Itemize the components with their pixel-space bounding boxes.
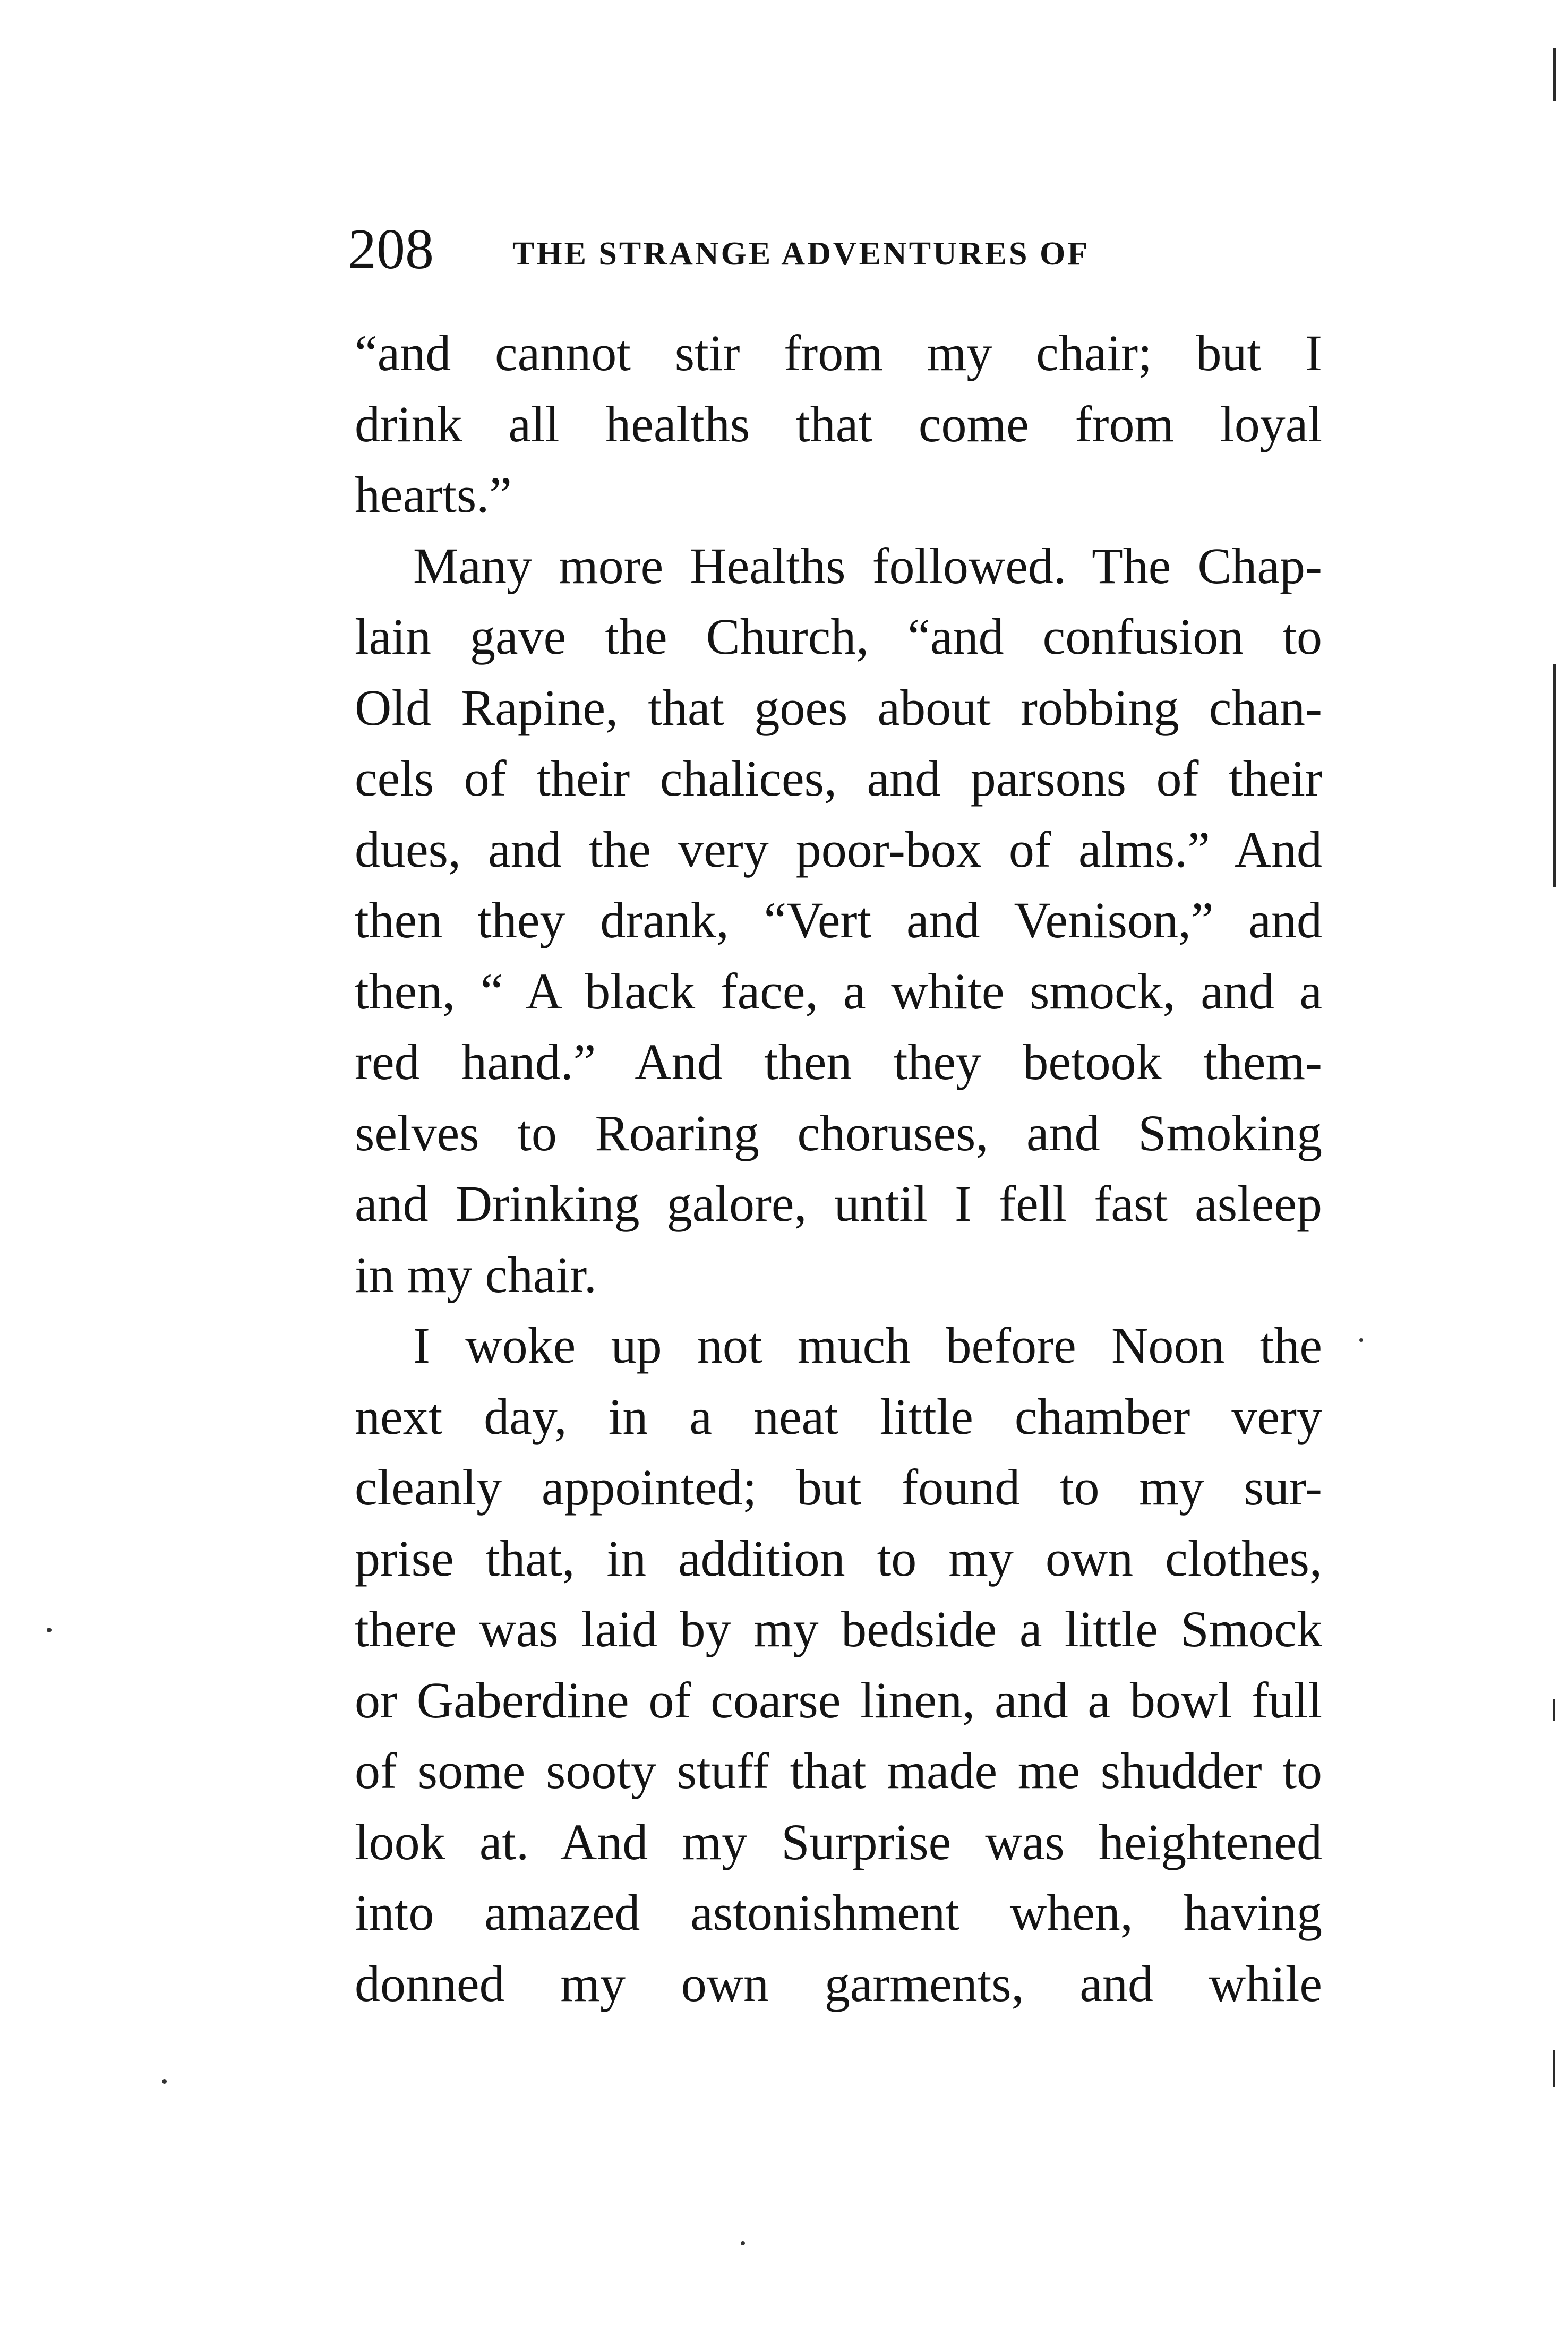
text-line: Old Rapine, that goes about robbing chan- xyxy=(355,679,1322,736)
scan-speck xyxy=(741,2241,745,2245)
text-line: into amazed astonishment when, having xyxy=(355,1884,1322,1941)
scan-edge-mark xyxy=(1553,664,1556,887)
text-line: look at. And my Surprise was heightened xyxy=(355,1813,1322,1870)
text-line: lain gave the Church, “and confusion to xyxy=(355,608,1322,665)
text-line: I woke up not much before Noon the xyxy=(413,1317,1322,1374)
text-line: next day, in a neat little chamber very xyxy=(355,1388,1322,1445)
scan-edge-mark xyxy=(1553,1699,1555,1721)
text-line: in my chair. xyxy=(355,1246,597,1303)
page-number: 208 xyxy=(348,218,434,281)
scan-speck xyxy=(1359,1338,1363,1342)
text-line: cleanly appointed; but found to my sur- xyxy=(355,1459,1322,1516)
running-title: THE STRANGE ADVENTURES OF xyxy=(512,236,1090,272)
scan-speck xyxy=(47,1628,52,1632)
text-line: donned my own garments, and while xyxy=(355,1955,1322,2012)
text-line: dues, and the very poor-box of alms.” And xyxy=(355,820,1322,878)
text-line: red hand.” And then they betook them- xyxy=(355,1033,1322,1090)
text-line: selves to Roaring choruses, and Smoking xyxy=(355,1104,1322,1161)
text-line: or Gaberdine of coarse linen, and a bowl full xyxy=(355,1671,1322,1729)
text-line: hearts.” xyxy=(355,466,512,523)
text-line: cels of their chalices, and parsons of their xyxy=(355,750,1322,807)
text-line: then they drank, “Vert and Venison,” and xyxy=(355,892,1322,948)
text-line: prise that, in addition to my own clothes, xyxy=(355,1529,1322,1587)
scan-speck xyxy=(162,2079,167,2084)
scan-edge-mark xyxy=(1553,2050,1555,2087)
text-line: and Drinking galore, until I fell fast asleep xyxy=(355,1175,1322,1232)
text-line: “and cannot stir from my chair; but I xyxy=(355,324,1322,381)
text-line: Many more Healths followed. The Chap- xyxy=(413,537,1322,594)
text-line: there was laid by my bedside a little Smock xyxy=(355,1601,1322,1657)
scan-edge-mark xyxy=(1553,48,1556,101)
page-header xyxy=(348,215,1346,284)
text-line: drink all healths that come from loyal xyxy=(355,395,1322,452)
body-text xyxy=(355,318,1322,2019)
text-line: then, “ A black face, a white smock, and a xyxy=(355,962,1322,1020)
text-line: of some sooty stuff that made me shudder to xyxy=(355,1742,1322,1799)
